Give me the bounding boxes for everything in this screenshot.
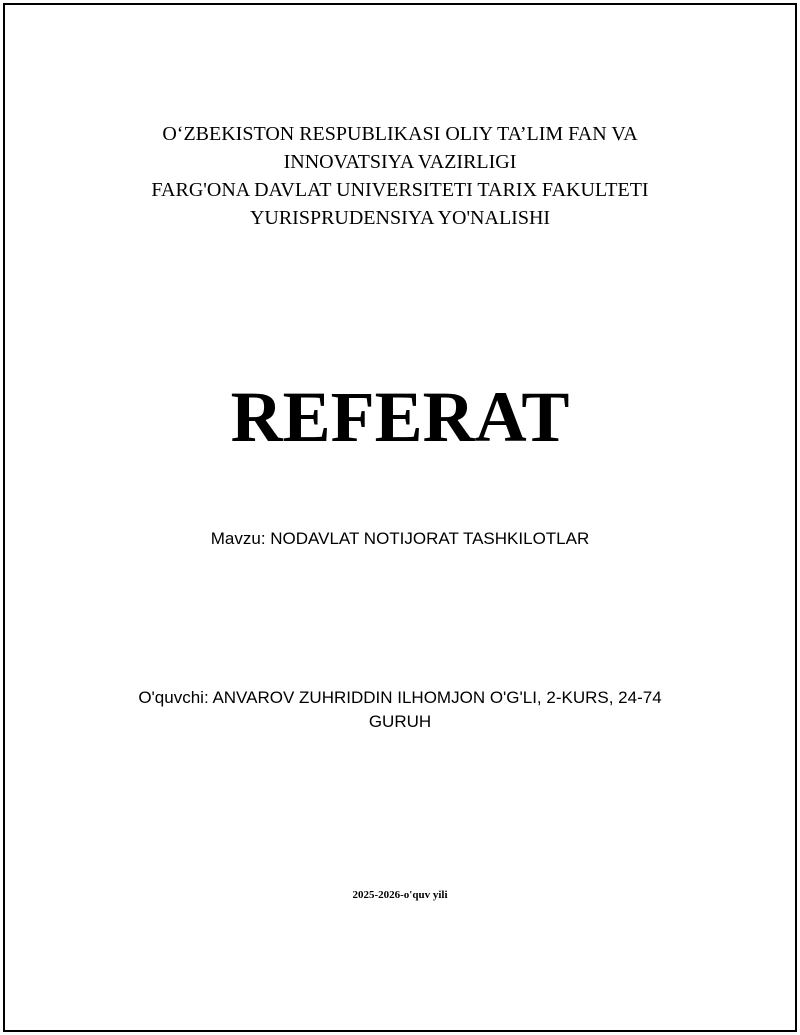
student-line-name: O'quvchi: ANVAROV ZUHRIDDIN ILHOMJON O'G'LI, 2-KURS, 24-74 [138,688,662,707]
header-line-ministry: O‘ZBEKISTON RESPUBLIKASI OLIY TA’LIM FAN VA [162,123,638,145]
document-header [0,120,800,232]
header-line-ministry-cont: INNOVATSIYA VAZIRLIGI [283,151,517,173]
header-line-department: YURISPRUDENSIYA YO'NALISHI [249,207,551,229]
header-line-university: FARG'ONA DAVLAT UNIVERSITETI TARIX FAKULTETI [151,179,649,201]
document-topic: Mavzu: NODAVLAT NOTIJORAT TASHKILOTLAR [210,529,590,548]
student-info [0,686,800,734]
student-line-group: GURUH [368,712,432,731]
document-title: REFERAT [230,377,570,457]
academic-year: 2025-2026-o'quv yili [352,889,448,901]
